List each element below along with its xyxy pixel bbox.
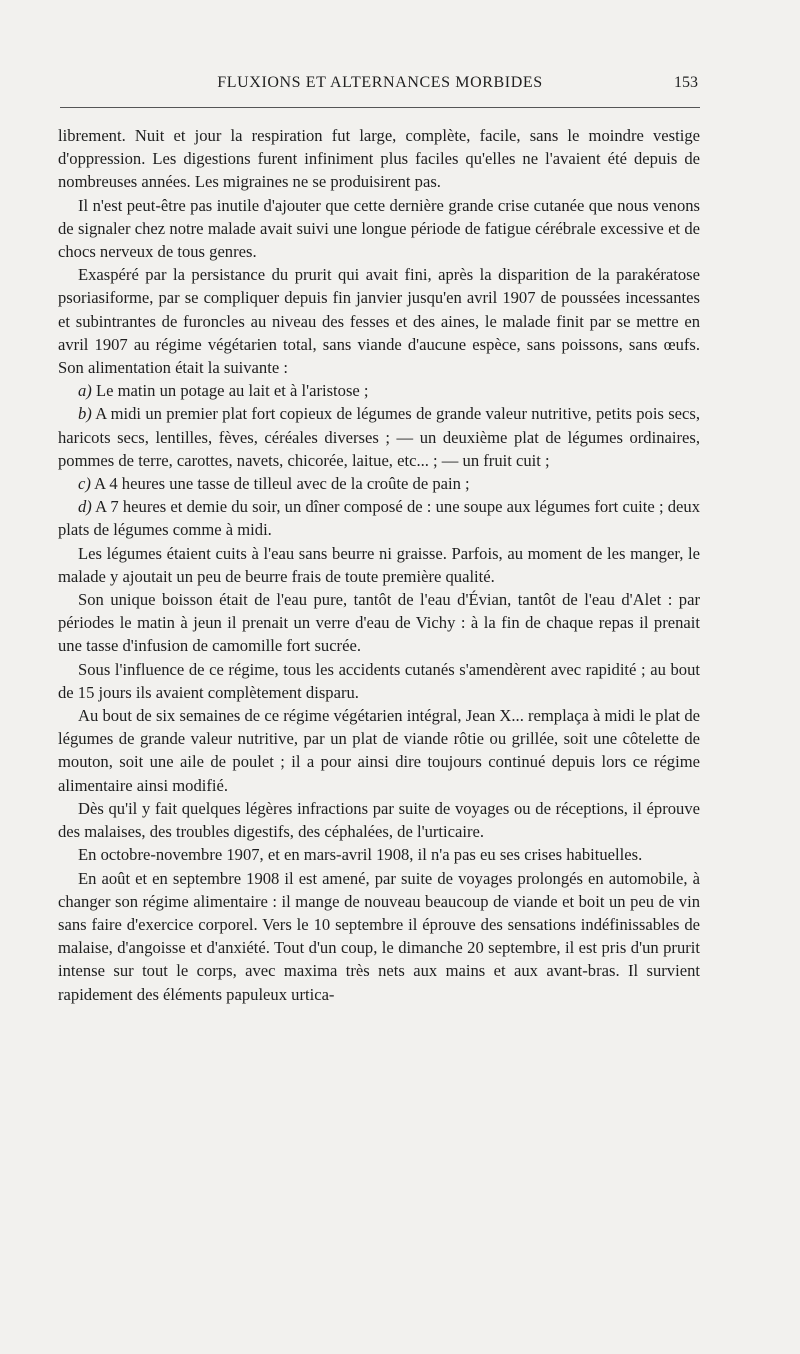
list-item	[58, 402, 700, 472]
paragraph	[58, 843, 700, 866]
list-item-label: c)	[78, 474, 91, 494]
paragraph	[58, 658, 700, 704]
list-item-text: A midi un premier plat fort copieux de légumes de grande valeur nutritive, petits pois secs, haricots secs, lentilles, fèves, céréales diverses ; — un deuxième plat de légumes ordinaires, pommes de terre, carottes, navets, chicorée, laitue, etc... ; — un fruit cuit ;	[58, 404, 700, 470]
paragraph-text: librement. Nuit et jour la respiration fut large, complète, facile, sans le moindre vestige d'oppression. Les digestions furent infiniment plus faciles qu'elles ne l'avaient été depuis de nombreuses années. Les migraines ne se produisirent pas.	[58, 126, 700, 192]
paragraph-text: Dès qu'il y fait quelques légères infractions par suite de voyages ou de réceptions, il éprouve des malaises, des troubles digestifs, des céphalées, de l'urticaire.	[58, 798, 700, 842]
paragraph-text: En août et en septembre 1908 il est amené, par suite de voyages prolongés en automobile, à changer son régime alimentaire : il mange de nouveau beaucoup de viande et boit un peu de vin sans faire d'exercice corporel. Vers le 10 septembre il éprouve des sensations indéfinissables de malaise, d'angoisse et d'anxiété. Tout d'un coup, le dimanche 20 septembre, il est pris d'un prurit intense sur tout le corps, avec maxima très nets aux mains et aux avant-bras. Il survient rapidement des éléments papuleux urtica-	[58, 868, 700, 1004]
list-item	[58, 379, 700, 402]
paragraph	[58, 797, 700, 843]
paragraph-text: Sous l'influence de ce régime, tous les accidents cutanés s'amendèrent avec rapidité ; au bout de 15 jours ils avaient complètement disparu.	[58, 659, 700, 702]
header-rule	[60, 107, 700, 108]
paragraph-text: Au bout de six semaines de ce régime végétarien intégral, Jean X... remplaça à midi le plat de légumes de grande valeur nutritive, par un plat de viande rôtie ou grillée, soit une côtelette de mouton, soit une aile de poulet ; il a pour ainsi dire toujours continué depuis lors ce régime alimentaire ainsi modifié.	[58, 706, 700, 795]
paragraph	[58, 542, 700, 588]
list-item-label: a)	[78, 381, 92, 401]
paragraph-text: Il n'est peut-être pas inutile d'ajouter que cette dernière grande crise cutanée que nous venons de signaler chez notre malade avait suivi une longue période de fatigue cérébrale excessive et de chocs nerveux de tous genres.	[58, 195, 700, 262]
page-number: 153	[674, 74, 698, 91]
list-item-label: b)	[78, 404, 92, 424]
paragraph	[58, 124, 700, 194]
paragraph-text: En octobre-novembre 1907, et en mars-avril 1908, il n'a pas eu ses crises habituelles.	[78, 845, 643, 865]
running-head	[60, 74, 700, 98]
list-item	[58, 495, 700, 541]
list-item-text: Le matin un potage au lait et à l'aristose ;	[95, 381, 369, 401]
paragraph	[58, 867, 700, 1006]
list-item-text: A 4 heures une tasse de tilleul avec de la croûte de pain ;	[94, 474, 470, 494]
list-item-label: d)	[78, 497, 92, 517]
paragraph	[58, 704, 700, 797]
list-item-text: A 7 heures et demie du soir, un dîner composé de : une soupe aux légumes fort cuite ; deux plats de légumes comme à midi.	[58, 497, 701, 540]
list-item	[58, 472, 700, 495]
body-text	[58, 124, 700, 1006]
running-title: FLUXIONS ET ALTERNANCES MORBIDES	[217, 74, 543, 91]
paragraph	[58, 588, 700, 658]
paragraph-text: Exaspéré par la persistance du prurit qui avait fini, après la disparition de la parakératose psoriasiforme, par se compliquer depuis fin janvier jusqu'en avril 1907 de poussées incessantes et subintrantes de furoncles au niveau des fesses et des aines, le malade finit par se mettre en avril 1907 au régime végétarien total, sans viande d'aucune espèce, sans poissons, sans œufs. Son alimentation était la suivante :	[58, 265, 700, 378]
paragraph-text: Les légumes étaient cuits à l'eau sans beurre ni graisse. Parfois, au moment de les manger, le malade y ajoutait un peu de beurre frais de toute première qualité.	[58, 543, 700, 586]
paragraph	[58, 263, 700, 379]
paragraph-text: Son unique boisson était de l'eau pure, tantôt de l'eau d'Évian, tantôt de l'eau d'Alet : par périodes le matin à jeun il prenait un verre d'eau de Vichy : à la fin de chaque repas il prenait une tasse d'infusion de camomille fort sucrée.	[58, 590, 700, 656]
paragraph	[58, 194, 700, 264]
